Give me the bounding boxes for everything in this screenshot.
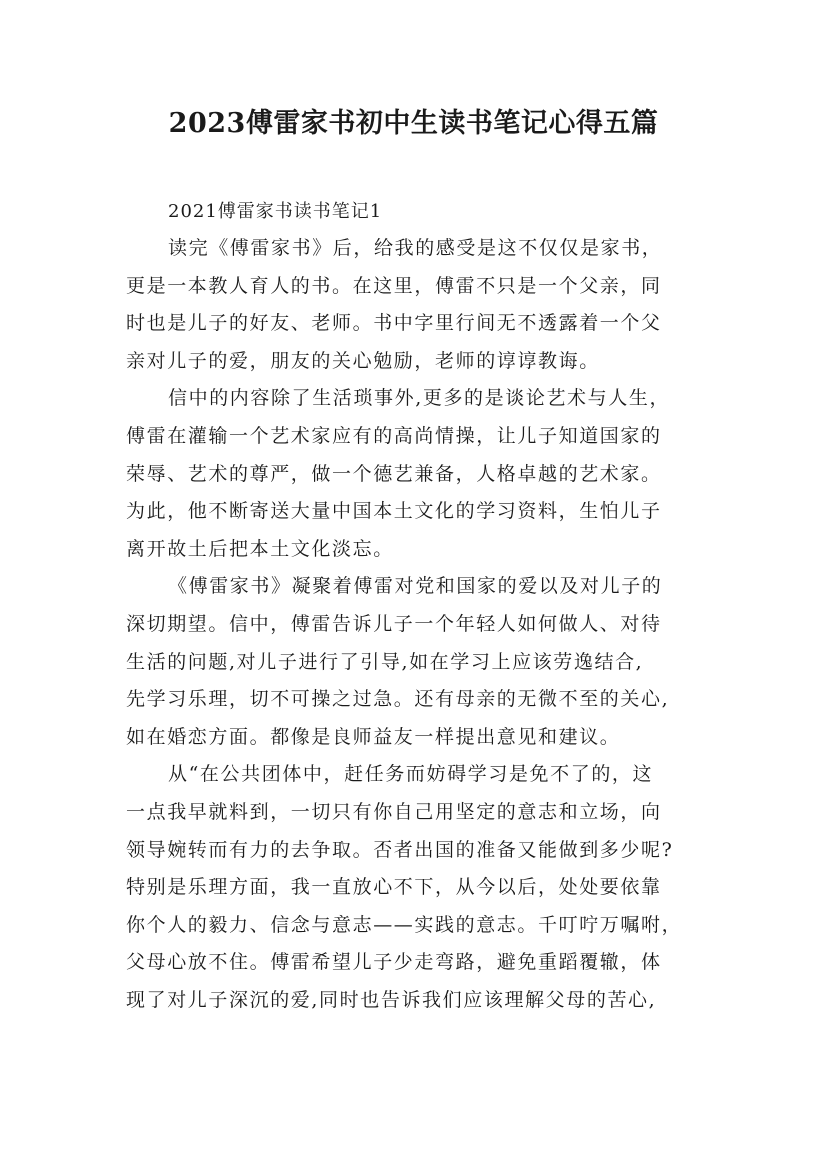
text-line: 领导婉转而有力的去争取。否者出国的准备又能做到多少呢? bbox=[126, 838, 674, 861]
text-line: 为此，他不断寄送大量中国本土文化的学习资料，生怕儿子 bbox=[126, 500, 662, 523]
paragraph-3 bbox=[126, 568, 716, 756]
text-line: 现了对儿子深沉的爱,同时也告诉我们应该理解父母的苦心, bbox=[126, 988, 657, 1011]
text-line: 读完《傅雷家书》后，给我的感受是这不仅仅是家书， bbox=[168, 237, 663, 259]
text-line: 深切期望。信中，傅雷告诉儿子一个年轻人如何做人、对待 bbox=[126, 612, 662, 635]
paragraph-4 bbox=[126, 756, 716, 1019]
text-line: 亲对儿子的爱，朋友的关心勉励，老师的谆谆教诲。 bbox=[126, 349, 600, 372]
document-title: 2023傅雷家书初中生读书笔记心得五篇 bbox=[168, 108, 659, 139]
text-line: 特别是乐理方面，我一直放心不下，从今以后，处处要依靠 bbox=[126, 876, 662, 899]
document-body bbox=[126, 193, 716, 1019]
text-line: 先学习乐理，切不可操之过急。还有母亲的无微不至的关心, bbox=[126, 688, 670, 711]
text-line: 离开故土后把本土文化淡忘。 bbox=[126, 537, 394, 560]
text-line: 生活的问题,对儿子进行了引导,如在学习上应该劳逸结合, bbox=[126, 650, 644, 673]
text-line: 时也是儿子的好友、老师。书中字里行间无不透露着一个父 bbox=[126, 312, 662, 335]
section-subtitle: 2021傅雷家书读书笔记1 bbox=[168, 201, 383, 222]
text-line: 《傅雷家书》凝聚着傅雷对党和国家的爱以及对儿子的 bbox=[168, 575, 663, 598]
text-line: 荣辱、艺术的尊严，做一个德艺兼备，人格卓越的艺术家。 bbox=[126, 462, 662, 485]
text-line: 信中的内容除了生活琐事外,更多的是谈论艺术与人生， bbox=[168, 387, 671, 410]
text-line: 如在婚恋方面。都像是良师益友一样提出意见和建议。 bbox=[126, 725, 621, 748]
text-line: 你个人的毅力、信念与意志——实践的意志。千叮咛万嘱咐， bbox=[126, 913, 683, 936]
text-line: 更是一本教人育人的书。在这里，傅雷不只是一个父亲，同 bbox=[126, 274, 662, 297]
paragraph-2 bbox=[126, 380, 716, 568]
text-line: 从“在公共团体中，赶任务而妨碍学习是免不了的，这 bbox=[168, 763, 654, 786]
text-line: 一点我早就料到，一切只有你自己用坚定的意志和立场，向 bbox=[126, 800, 662, 823]
text-line: 傅雷在灌输一个艺术家应有的高尚情操，让儿子知道国家的 bbox=[126, 424, 662, 447]
text-line: 父母心放不住。傅雷希望儿子少走弯路，避免重蹈覆辙，体 bbox=[126, 951, 662, 974]
paragraph-1 bbox=[126, 230, 716, 380]
